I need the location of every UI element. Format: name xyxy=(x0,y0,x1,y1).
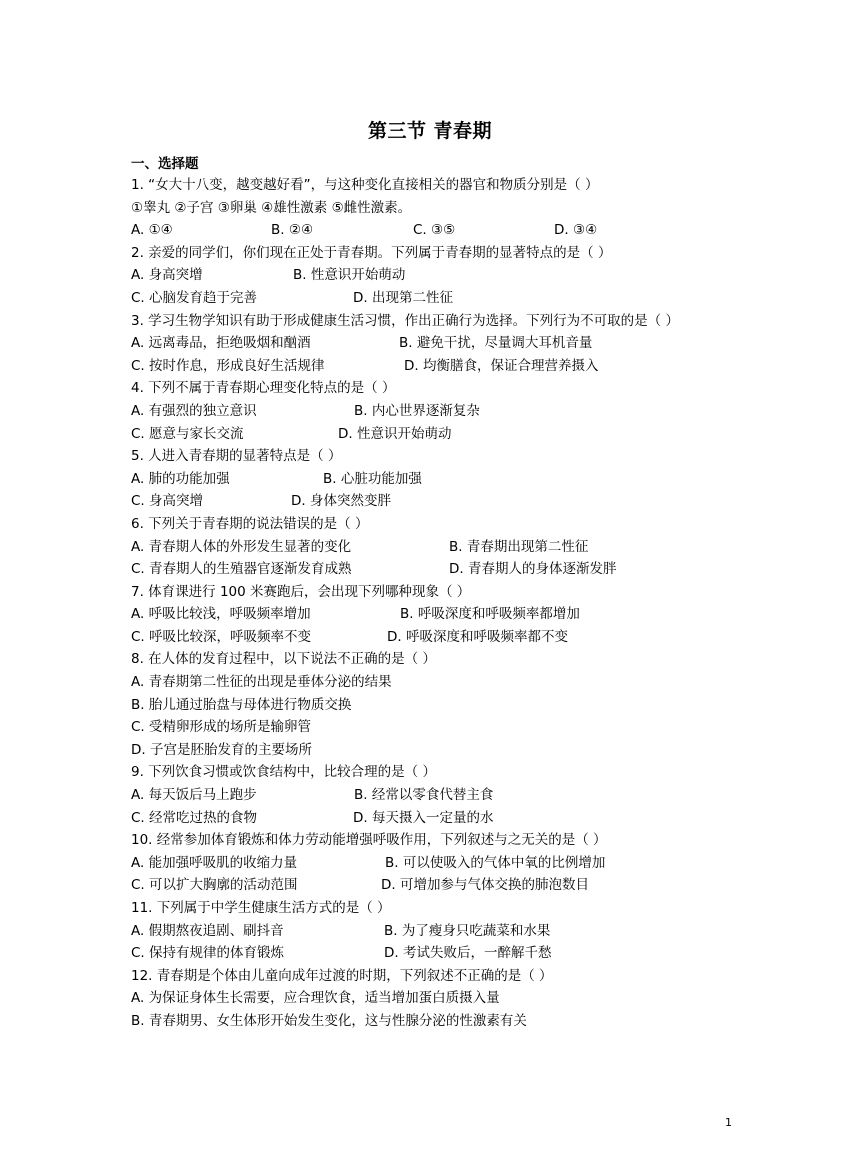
option-b: B. 避免干扰，尽量调大耳机音量 xyxy=(399,335,593,352)
option-c: C. 经常吃过热的食物 xyxy=(131,809,258,826)
option-row xyxy=(131,490,736,513)
page-title: 第三节 青春期 xyxy=(367,120,493,142)
option-row xyxy=(131,784,736,807)
option-row xyxy=(131,400,736,423)
question-extra: ①睾丸 ②子宫 ③卵巢 ④雄性激素 ⑤雌性激素。 xyxy=(131,199,412,216)
question-stem: 5. 人进入青春期的显著特点是（ ） xyxy=(131,448,342,465)
question-stem: 3. 学习生物学知识有助于形成健康生活习惯，作出正确行为选择。下列行为不可取的是（ ） xyxy=(131,312,679,329)
option-c: C. 青春期人的生殖器官逐渐发育成熟 xyxy=(131,561,352,578)
option-d: D. 性意识开始萌动 xyxy=(338,425,452,442)
option-c: C. 身高突增 xyxy=(131,493,204,510)
option-c: C. 按时作息，形成良好生活规律 xyxy=(131,357,325,374)
option-b: B. ②④ xyxy=(271,222,314,239)
option-row xyxy=(131,219,736,242)
option-row xyxy=(131,536,736,559)
option-a: A. ①④ xyxy=(131,222,173,239)
question-stem: 7. 体育课进行 100 米赛跑后，会出现下列哪种现象（ ） xyxy=(131,583,471,600)
option-row xyxy=(131,468,736,491)
option-c: C. ③⑤ xyxy=(413,222,456,239)
option-row xyxy=(131,558,736,581)
question-stem: 2. 亲爱的同学们，你们现在正处于青春期。下列属于青春期的显著特点的是（ ） xyxy=(131,244,612,261)
option-d: D. ③④ xyxy=(554,222,598,239)
option-c: C. 愿意与家长交流 xyxy=(131,425,244,442)
option-row xyxy=(131,807,736,830)
question-stem: 11. 下列属于中学生健康生活方式的是（ ） xyxy=(131,900,391,916)
option-row xyxy=(131,874,736,897)
option-c: C. 心脑发育趋于完善 xyxy=(131,289,258,306)
option-a: A. 每天饭后马上跑步 xyxy=(131,787,257,804)
option-d: D. 出现第二性征 xyxy=(353,289,453,306)
option-a: A. 身高突增 xyxy=(131,267,203,284)
option-b: B. 性意识开始萌动 xyxy=(293,267,406,284)
option-row xyxy=(131,942,736,965)
option-a: A. 为保证身体生长需要，应合理饮食，适当增加蛋白质摄入量 xyxy=(131,990,500,1007)
question-stem: 8. 在人体的发育过程中，以下说法不正确的是（ ） xyxy=(131,651,436,668)
option-a: A. 能加强呼吸肌的收缩力量 xyxy=(131,854,298,871)
question-stem: 9. 下列饮食习惯或饮食结构中，比较合理的是（ ） xyxy=(131,764,436,781)
option-c: C. 呼吸比较深，呼吸频率不变 xyxy=(131,628,312,645)
option-a: A. 肺的功能加强 xyxy=(131,470,230,487)
option-row xyxy=(131,287,736,310)
option-b: B. 经常以零食代替主食 xyxy=(354,787,494,804)
option-b: B. 心脏功能加强 xyxy=(323,470,422,487)
option-b: B. 呼吸深度和呼吸频率都增加 xyxy=(400,606,580,623)
option-row xyxy=(131,423,736,446)
option-b: B. 青春期出现第二性征 xyxy=(449,538,589,555)
option-b: B. 可以使吸入的气体中氧的比例增加 xyxy=(385,854,606,871)
option-a: A. 假期熬夜追剧、刷抖音 xyxy=(131,922,284,939)
question-stem: 10. 经常参加体育锻炼和体力劳动能增强呼吸作用，下列叙述与之无关的是（ ） xyxy=(131,832,607,849)
option-a: A. 青春期人体的外形发生显著的变化 xyxy=(131,538,352,555)
option-a: A. 远离毒品，拒绝吸烟和酗酒 xyxy=(131,335,311,352)
option-d: D. 每天摄入一定量的水 xyxy=(353,809,494,826)
option-d: D. 子宫是胚胎发育的主要场所 xyxy=(131,741,312,758)
option-b: B. 胎儿通过胎盘与母体进行物质交换 xyxy=(131,696,352,713)
option-a: A. 青春期第二性征的出现是垂体分泌的结果 xyxy=(131,674,392,691)
option-a: A. 有强烈的独立意识 xyxy=(131,402,257,419)
option-b: B. 为了瘦身只吃蔬菜和水果 xyxy=(384,922,551,939)
option-b: B. 青春期男、女生体形开始发生变化，这与性腺分泌的性激素有关 xyxy=(131,1012,527,1029)
option-row xyxy=(131,920,736,943)
option-c: C. 受精卵形成的场所是输卵管 xyxy=(131,719,312,736)
option-row xyxy=(131,603,736,626)
question-list xyxy=(131,174,736,1033)
option-d: D. 可增加参与气体交换的肺泡数目 xyxy=(381,877,589,894)
option-c: C. 可以扩大胸廓的活动范围 xyxy=(131,877,298,894)
option-b: B. 内心世界逐渐复杂 xyxy=(354,402,480,419)
option-row xyxy=(131,355,736,378)
option-d: D. 均衡膳食，保证合理营养摄入 xyxy=(404,357,599,374)
option-d: D. 呼吸深度和呼吸频率都不变 xyxy=(387,628,568,645)
option-row xyxy=(131,626,736,649)
option-a: A. 呼吸比较浅，呼吸频率增加 xyxy=(131,606,311,623)
option-row xyxy=(131,332,736,355)
section-heading: 一、选择题 xyxy=(131,156,199,172)
question-stem: 4. 下列不属于青春期心理变化特点的是（ ） xyxy=(131,380,396,397)
question-stem: 12. 青春期是个体由儿童向成年过渡的时期，下列叙述不正确的是（ ） xyxy=(131,967,553,984)
option-d: D. 青春期人的身体逐渐发胖 xyxy=(449,561,617,578)
option-c: C. 保持有规律的体育锻炼 xyxy=(131,945,285,962)
option-row xyxy=(131,264,736,287)
option-d: D. 身体突然变胖 xyxy=(291,493,391,510)
option-row xyxy=(131,852,736,875)
page-number: 1 xyxy=(725,1116,732,1129)
question-stem: 1. “女大十八变，越变越好看”，与这种变化直接相关的器官和物质分别是（ ） xyxy=(131,177,599,193)
option-d: D. 考试失败后，一醉解千愁 xyxy=(384,945,552,962)
question-stem: 6. 下列关于青春期的说法错误的是（ ） xyxy=(131,515,369,532)
